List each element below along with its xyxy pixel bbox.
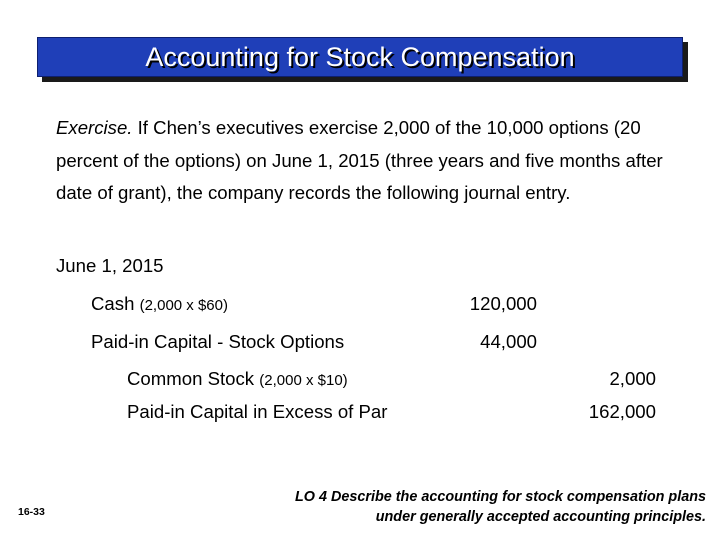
- account-name: Paid-in Capital in Excess of Par: [127, 401, 388, 422]
- exercise-label: Exercise.: [56, 117, 133, 138]
- learning-objective: [146, 487, 706, 527]
- account-name: Common Stock: [127, 368, 255, 389]
- journal-row: [91, 329, 344, 355]
- title-banner: [37, 37, 683, 77]
- slide-title: Accounting for Stock Compensation: [145, 41, 575, 72]
- journal-row: [127, 399, 387, 425]
- learning-objective-line: under generally accepted accounting principles.: [375, 509, 706, 525]
- entry-date: June 1, 2015: [56, 255, 164, 276]
- account-name: Paid-in Capital - Stock Options: [91, 331, 345, 352]
- debit-amount: 120,000: [469, 293, 537, 314]
- account-detail: (2,000 x $60): [139, 297, 228, 314]
- exercise-paragraph: [56, 112, 676, 210]
- account-name: Cash: [91, 293, 135, 314]
- credit-amount: 162,000: [588, 401, 656, 422]
- journal-row: [127, 366, 348, 394]
- account-detail: (2,000 x $10): [259, 372, 348, 389]
- exercise-text: If Chen’s executives exercise 2,000 of the 10,000 options (20 percent of the options) on June 1, 2015 (three years and five months after date of grant), the company records the following journal entry.: [56, 117, 663, 203]
- page-number: 16-33: [18, 506, 45, 518]
- journal-row: [91, 291, 228, 319]
- debit-amount: 44,000: [480, 331, 537, 352]
- learning-objective-line: LO 4 Describe the accounting for stock compensation plans: [294, 489, 706, 505]
- credit-amount: 2,000: [609, 368, 656, 389]
